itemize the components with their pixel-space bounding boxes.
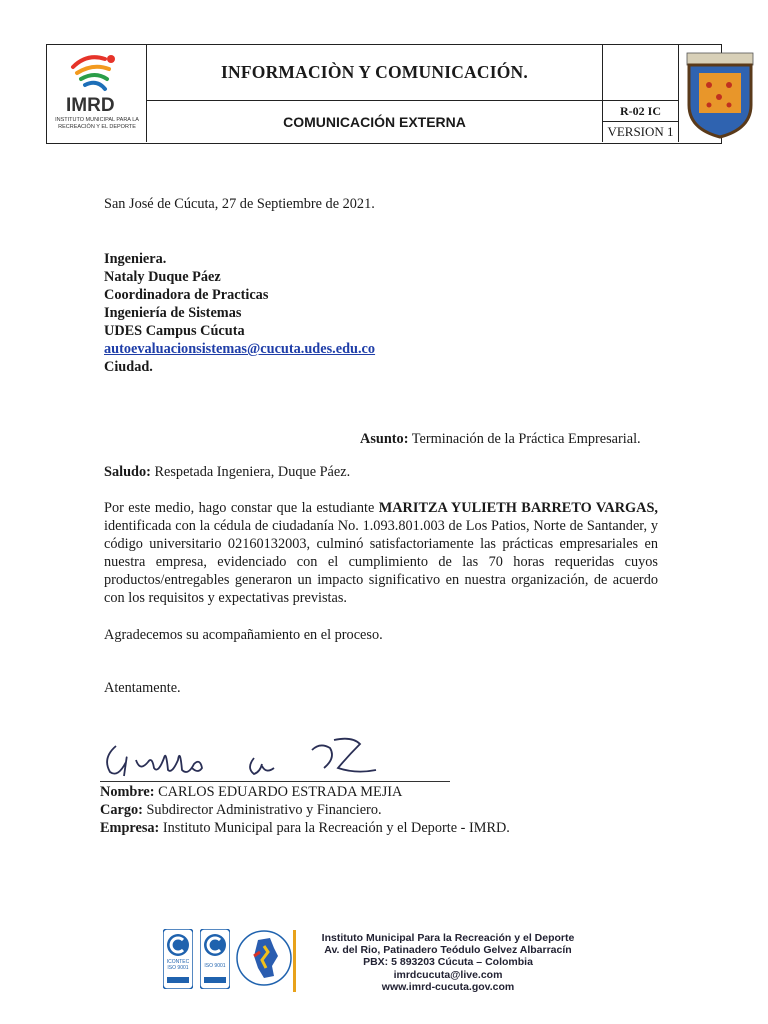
iso-certification-icon — [200, 929, 230, 989]
subject-label: Asunto: — [360, 431, 409, 447]
subject-text: Terminación de la Práctica Empresarial. — [411, 431, 641, 447]
logo-subtitle: INSTITUTO MUNICIPAL PARA LA RECREACIÓN Y EL DEPORTE — [55, 117, 139, 130]
signer-name-label: Nombre: — [100, 784, 155, 800]
student-name: MARITZA YULIETH BARRETO VARGAS, — [378, 500, 658, 516]
document-code: R-02 IC — [603, 101, 679, 122]
thanks-line: Agradecemos su acompañamiento en el proceso. — [104, 627, 383, 643]
recipient-email-link[interactable]: autoevaluacionsistemas@cucuta.udes.edu.co — [104, 341, 376, 357]
footer-institution: Instituto Municipal Para la Recreación y el Deporte — [321, 932, 575, 944]
recipient-title: Ingeniera. — [104, 251, 167, 267]
signer-company: Instituto Municipal para la Recreación y el Deporte - IMRD. — [162, 820, 510, 836]
greeting-line — [104, 463, 350, 481]
footer-email[interactable]: imrdcucuta@live.com — [393, 968, 503, 981]
recipient-department: Ingeniería de Sistemas — [104, 305, 242, 321]
recipient-city: Ciudad. — [104, 359, 153, 375]
greeting-label: Saludo: — [104, 464, 151, 480]
document-title: INFORMACIÒN Y COMUNICACIÓN. — [221, 62, 528, 82]
signer-role: Subdirector Administrativo y Financiero. — [146, 802, 382, 818]
subtitle-cell — [147, 101, 603, 142]
iso-badge — [200, 929, 230, 989]
cucuta-coat-of-arms-icon — [681, 49, 761, 139]
blank-cell — [603, 45, 679, 101]
footer-divider — [293, 930, 296, 992]
footer-address-block — [300, 932, 596, 993]
recipient-institution: UDES Campus Cúcuta — [104, 323, 245, 339]
signer-company-line — [100, 819, 510, 837]
signature-line — [100, 781, 450, 782]
signer-role-label: Cargo: — [100, 802, 143, 818]
signer-name-line — [100, 783, 402, 801]
closing-line: Atentamente. — [104, 680, 181, 696]
signer-name: CARLOS EDUARDO ESTRADA MEJIA — [158, 784, 403, 800]
shield-cell — [679, 45, 721, 142]
logo-wordmark: IMRD — [66, 95, 115, 116]
recipient-position: Coordinadora de Practicas — [104, 287, 269, 303]
icontec-badge — [163, 929, 193, 989]
iso-badge-label: ISO 9001 — [204, 963, 226, 969]
body-rest: identificada con la cédula de ciudadanía No. 1.093.801.003 de Los Patios, Norte de Santander, y código universitario 02160132003, culminó satisfactoriamente las prácticas empresariales en nuestra empresa, evidenciado con el cumplimiento de las 70 horas requeridas cuyos productos/entregables generaron un impacto significativo en nuestra organización, de acuerdo con los requisitos y expectativas previstas. — [104, 518, 658, 606]
colombia-map-seal-icon — [236, 926, 292, 990]
place-date: San José de Cúcuta, 27 de Septiembre de 2021. — [104, 196, 375, 212]
footer-website[interactable]: www.imrd-cucuta.gov.com — [381, 980, 515, 993]
body-intro: Por este medio, hago constar que la estudiante — [104, 500, 375, 516]
body-paragraph — [104, 499, 658, 607]
greeting-text: Respetada Ingeniera, Duque Páez. — [154, 464, 351, 480]
document-subtitle: COMUNICACIÓN EXTERNA — [283, 113, 466, 130]
subject-line — [360, 430, 641, 448]
icontec-badge-label: ICONTEC ISO 9001 — [166, 959, 190, 971]
handwritten-signature — [98, 728, 398, 788]
document-version: VERSION 1 — [603, 122, 679, 142]
signer-role-line — [100, 801, 382, 819]
title-cell — [147, 45, 603, 101]
signer-company-label: Empresa: — [100, 820, 160, 836]
document-header — [46, 44, 722, 144]
footer-phone: PBX: 5 893203 Cúcuta – Colombia — [363, 956, 533, 969]
logo-cell — [47, 45, 147, 142]
recipient-name: Nataly Duque Páez — [104, 269, 221, 285]
footer-address: Av. del Rio, Patinadero Teódulo Gelvez Albarracín — [324, 944, 572, 957]
